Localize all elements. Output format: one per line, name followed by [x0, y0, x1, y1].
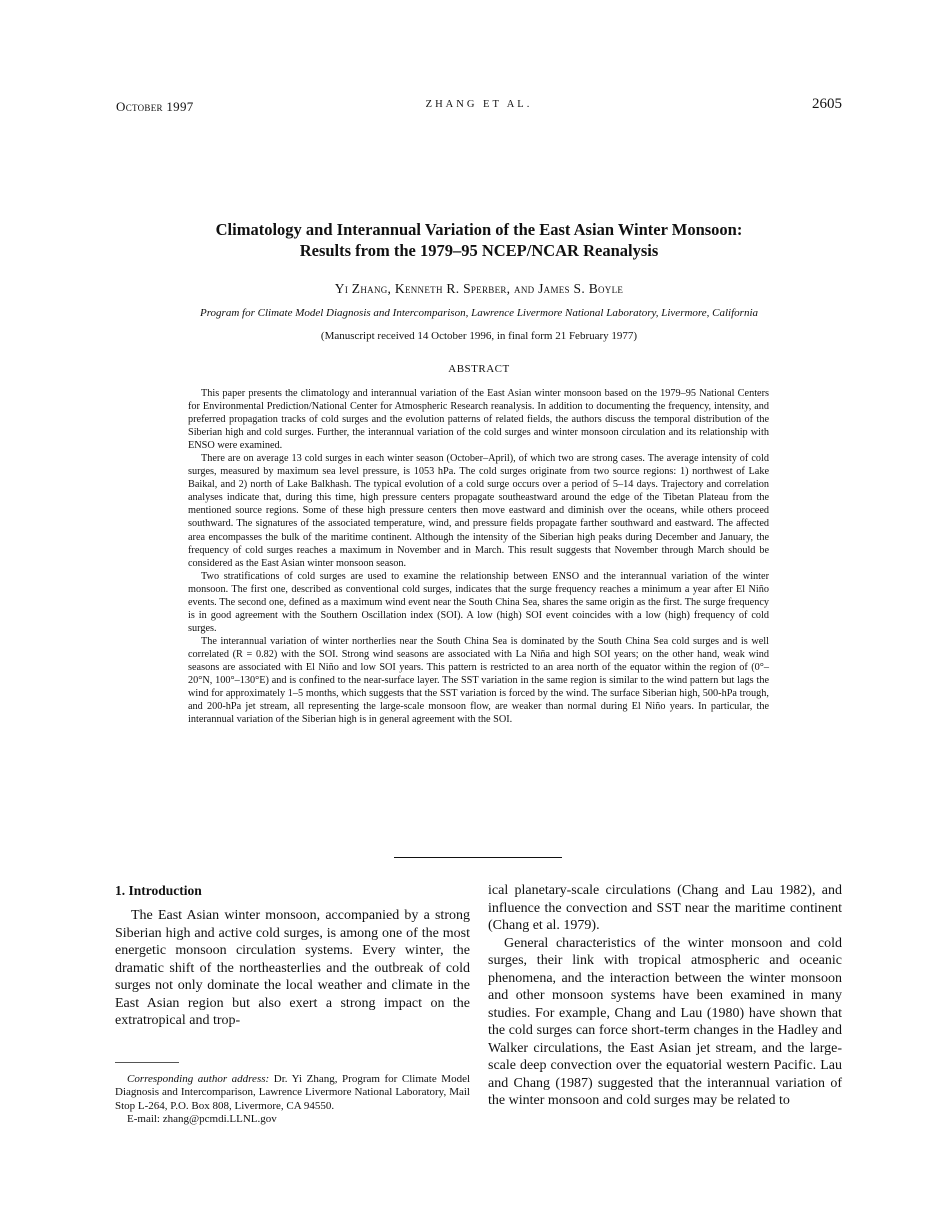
header-date: October 1997 — [116, 99, 194, 114]
abstract-paragraph: There are on average 13 cold surges in each winter season (October–April), of which two are strong cases. The average intensity of cold surges, measured by maximum sea level pressure, is 1053 hPa. The cold surges originate from two source regions: 1) northwest of Lake Baikal, and 2) north of Lake Balkhash. The typical evolution of a cold surge occurs over a period of 5–14 days. Trajectory and correlation analyses indicate that, during this time, high pressure centers propagate southeastward around the edge of the Tibetan Plateau from the mentioned source regions. Some of these high pressure centers then move eastward and diminish over the oceans, while others proceed southward. The signatures of the associated temperature, wind, and pressure fields propagate farther southward and eastward. The affected area encompasses the bulk of the maritime continent. Although the intensity of the Siberian high peaks during December and January, the frequency of cold surges reaches a maximum in November and in March. This result suggests that November through March should be considered as the East Asian winter monsoon season. — [188, 453, 769, 569]
title-line-1: Climatology and Interannual Variation of the East Asian Winter Monsoon: — [215, 220, 743, 239]
intro-paragraph-continued: ical planetary-scale circulations (Chang and Lau 1982), and influence the convection and SST near the maritime continent (Chang et al. 1979). — [488, 883, 842, 933]
footnote-address: Dr. Yi Zhang, Program for Climate Model Diagnosis and Intercomparison, Lawrence Livermore National Laboratory, Mail Stop L-264, P.O. Box 808, Livermore, CA 94550. — [115, 1072, 471, 1112]
paper-title — [116, 219, 842, 261]
abstract-paragraph: This paper presents the climatology and interannual variation of the East Asian winter monsoon based on the 1979–95 National Centers for Environmental Prediction/National Center for Atmospheric Research reanalysis. In addition to documenting the frequency, intensity, and preferred propagation tracks of cold surges and the evolution patterns of related fields, the authors discuss the temporal distribution of the Siberian high and cold surges. Further, the interannual variation of the cold surges and winter monsoon circulation and its relationship with ENSO were examined. — [188, 388, 769, 452]
abstract-paragraph: Two stratifications of cold surges are used to examine the relationship between ENSO and the interannual variation of the winter monsoon. The first one, described as conventional cold surges, indicates that the surge frequency reaches a minimum a year after El Niño events. The second one, defined as a maximum wind event near the South China Sea, shares the same origin as the first. The surge frequency is in good agreement with the Southern Oscillation index (SOI). A low (high) SOI event coincides with a low (high) frequency of cold surges. — [188, 570, 769, 634]
title-line-2: Results from the 1979–95 NCEP/NCAR Reanalysis — [299, 241, 659, 260]
header-authors: ZHANG ET AL. — [425, 99, 533, 110]
footnote-label: Corresponding author address: — [127, 1072, 270, 1085]
page-number: 2605 — [812, 96, 842, 112]
abstract-paragraph: The interannual variation of winter northerlies near the South China Sea is dominated by the South China Sea cold surges and is well correlated (R = 0.82) with the SOI. Strong wind seasons are associated with La Niña and high SOI years; on the other hand, weak wind seasons are associated with El Niño and low SOI years. This pattern is restricted to an area north of the equator within the region of (0°–20°N, 100°–130°E) and is confined to the near-surface layer. The SST variation in the same region is similar to the wind pattern but lags the wind for approximately 1–5 months, which suggests that the SST variation is forced by the wind. The surface Siberian high, 500-hPa trough, and 200-hPa jet stream, all representing the large-scale monsoon flow, are weaker than normal during El Niño years. In particular, the interannual variation of the Siberian high is in general agreement with the SOI. — [188, 635, 769, 726]
section-heading-introduction: 1. Introduction — [115, 883, 202, 898]
section-divider — [394, 857, 562, 858]
intro-paragraph: General characteristics of the winter monsoon and cold surges, their link with tropical atmospheric and oceanic phenomena, and the interaction between the winter monsoon and other monsoon systems have been examined in many studies. For example, Chang and Lau (1980) have shown that the cold surges can force short-term changes in the Hadley and Walker circulations, the East Asian jet stream, and the large-scale deep convection over the equatorial western Pacific. Lau and Chang (1987) suggested that the interannual variation of the winter monsoon and cold surges may be related to — [488, 935, 842, 1108]
intro-paragraph: The East Asian winter monsoon, accompanied by a strong Siberian high and active cold surges, is among one of the most energetic monsoon circulation systems. Every winter, the dramatic shift of the northeasterlies and the outbreak of cold surges not only dominate the local weather and climate in the East Asian region but also exert a strong impact on the extratropical and trop- — [115, 908, 470, 1028]
right-column — [488, 882, 842, 1110]
corresponding-author-footnote — [115, 1073, 470, 1114]
abstract-body — [188, 387, 769, 726]
author-list: Yi Zhang, Kenneth R. Sperber, and James S. Boyle — [334, 281, 624, 296]
abstract-heading: ABSTRACT — [448, 363, 510, 375]
footnote-email: E-mail: zhang@pcmdi.LLNL.gov — [127, 1113, 277, 1126]
running-header — [116, 96, 842, 114]
manuscript-dates: (Manuscript received 14 October 1996, in final form 21 February 1977) — [320, 330, 638, 342]
left-column — [115, 882, 470, 1127]
footnote-rule — [115, 1062, 179, 1063]
affiliation: Program for Climate Model Diagnosis and Intercomparison, Lawrence Livermore National Laboratory, Livermore, California — [199, 307, 759, 319]
